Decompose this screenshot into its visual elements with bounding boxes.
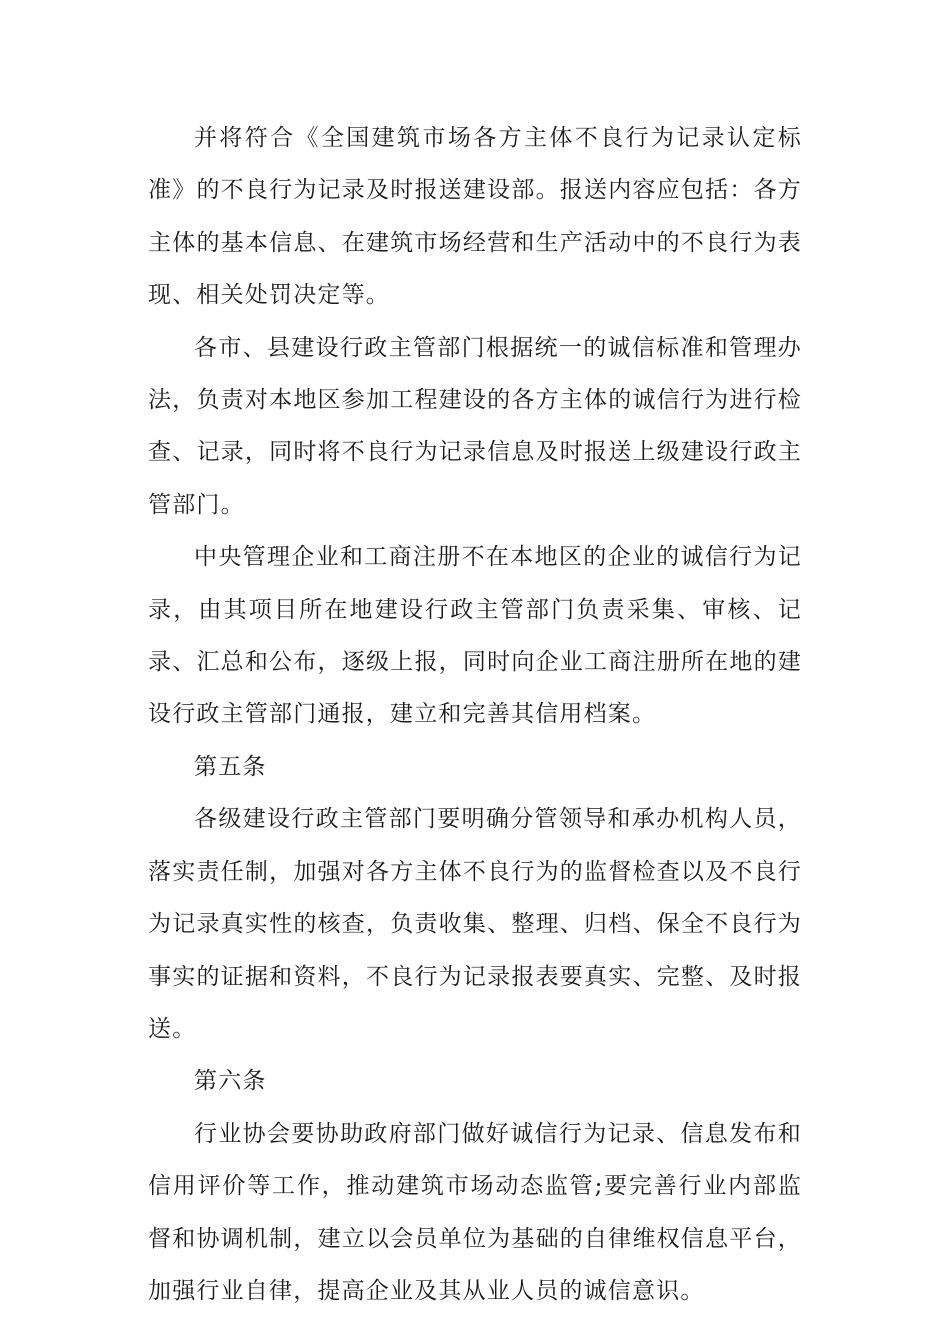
paragraph-article-five: 各级建设行政主管部门要明确分管领导和承办机构人员，落实责任制，加强对各方主体不良行为的监督检查以及不良行为记录真实性的核查，负责收集、整理、归档、保全不良行为事实的证据和资料，不良行为记录报表要真实、完整、及时报送。 [148, 806, 802, 1042]
paragraph-city-county-duties: 各市、县建设行政主管部门根据统一的诚信标准和管理办法，负责对本地区参加工程建设的各方主体的诚信行为进行检查、记录，同时将不良行为记录信息及时报送上级建设行政主管部门。 [148, 334, 802, 518]
article-five-heading: 第五条 [194, 753, 267, 780]
document-body [148, 112, 802, 1317]
paragraph-article-six: 行业协会要协助政府部门做好诚信行为记录、信息发布和信用评价等工作，推动建筑市场动态监管;要完善行业内部监督和协调机制，建立以会员单位为基础的自律维权信息平台，加强行业自律，提高企业及其从业人员的诚信意识。 [148, 1120, 802, 1304]
paragraph-report-content: 并将符合《全国建筑市场各方主体不良行为记录认定标准》的不良行为记录及时报送建设部。报送内容应包括：各方主体的基本信息、在建筑市场经营和生产活动中的不良行为表现、相关处罚决定等。 [148, 125, 802, 309]
paragraph-central-enterprises: 中央管理企业和工商注册不在本地区的企业的诚信行为记录，由其项目所在地建设行政主管部门负责采集、审核、记录、汇总和公布，逐级上报，同时向企业工商注册所在地的建设行政主管部门通报，建立和完善其信用档案。 [148, 544, 802, 728]
article-six-heading: 第六条 [194, 1068, 267, 1095]
